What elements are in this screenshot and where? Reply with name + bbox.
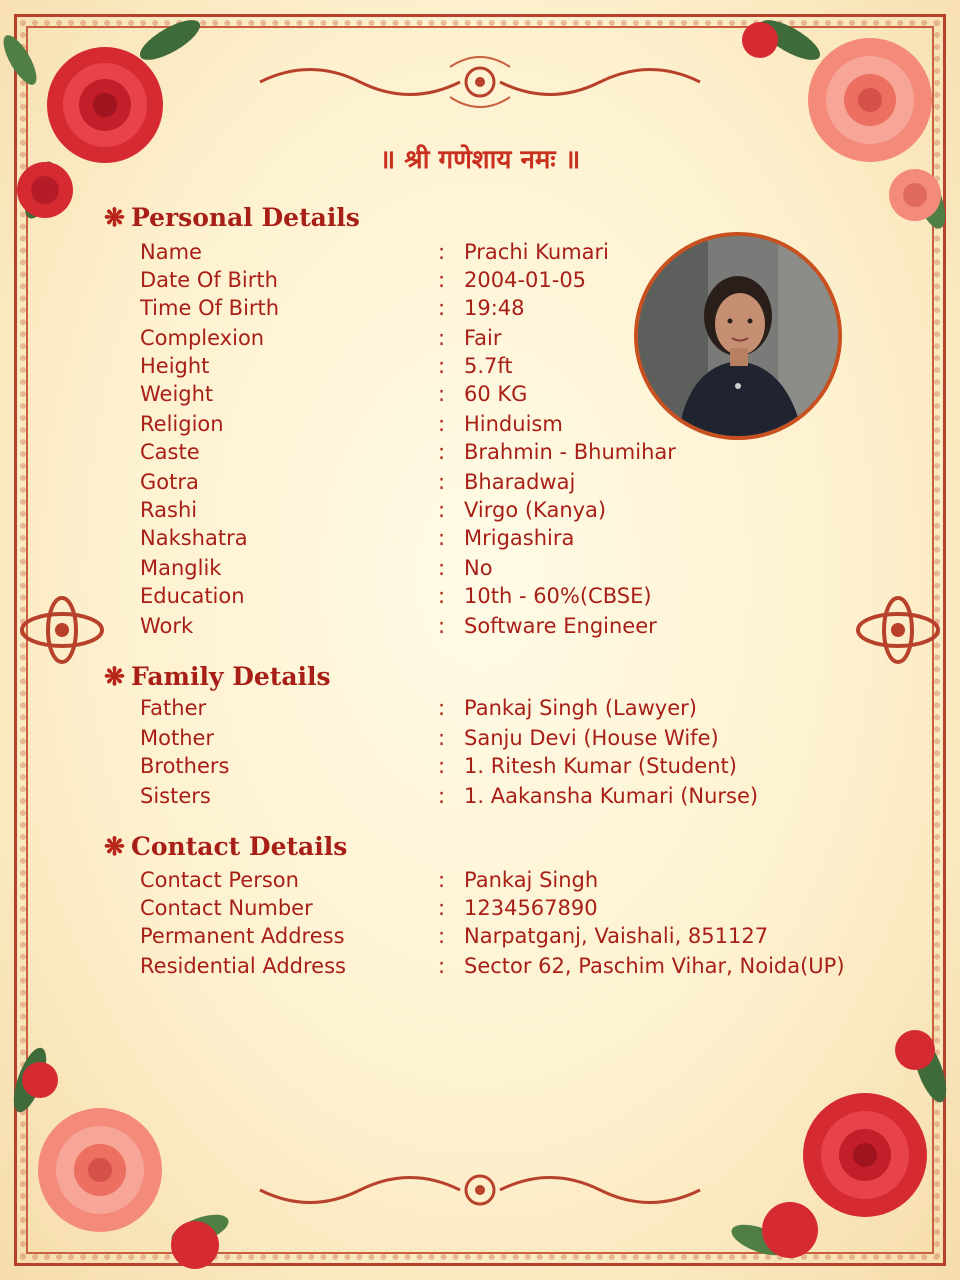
portrait-icon bbox=[638, 236, 838, 436]
detail-value: No bbox=[464, 556, 493, 580]
detail-value: Narpatganj, Vaishali, 851127 bbox=[464, 924, 769, 948]
section-marker-icon: ❋ bbox=[104, 832, 125, 861]
detail-value: Sector 62, Paschim Vihar, Noida(UP) bbox=[464, 954, 845, 978]
detail-value: 2004-01-05 bbox=[464, 268, 587, 292]
detail-separator: : bbox=[438, 924, 446, 948]
detail-label: Time Of Birth bbox=[140, 296, 280, 320]
detail-value: 60 KG bbox=[464, 382, 528, 406]
personal-details-heading: ❋ Personal Details bbox=[104, 203, 360, 232]
detail-separator: : bbox=[438, 726, 446, 750]
contact-details-heading: ❋ Contact Details bbox=[104, 832, 348, 861]
family-details-heading: ❋ Family Details bbox=[104, 662, 331, 691]
detail-label: Mother bbox=[140, 726, 215, 750]
detail-separator: : bbox=[438, 584, 446, 608]
detail-value: Virgo (Kanya) bbox=[464, 498, 607, 522]
top-flourish-ornament bbox=[250, 52, 710, 112]
detail-separator: : bbox=[438, 896, 446, 920]
detail-separator: : bbox=[438, 696, 446, 720]
detail-label: Nakshatra bbox=[140, 526, 248, 550]
detail-separator: : bbox=[438, 954, 446, 978]
detail-separator: : bbox=[438, 440, 446, 464]
detail-value: 19:48 bbox=[464, 296, 525, 320]
detail-label: Complexion bbox=[140, 326, 265, 350]
detail-label: Caste bbox=[140, 440, 200, 464]
bottom-right-rose-icon bbox=[720, 1010, 960, 1280]
detail-label: Gotra bbox=[140, 470, 199, 494]
detail-value: 10th - 60%(CBSE) bbox=[464, 584, 652, 608]
detail-separator: : bbox=[438, 470, 446, 494]
blessing-header: ॥ श्री गणेशाय नमः ॥ bbox=[379, 145, 581, 175]
bottom-flourish-ornament bbox=[250, 1160, 710, 1220]
detail-value: Software Engineer bbox=[464, 614, 657, 638]
right-side-ornament bbox=[850, 592, 946, 668]
section-marker-icon: ❋ bbox=[104, 662, 125, 691]
detail-separator: : bbox=[438, 526, 446, 550]
detail-label: Weight bbox=[140, 382, 214, 406]
detail-label: Rashi bbox=[140, 498, 198, 522]
detail-label: Sisters bbox=[140, 784, 211, 808]
section-marker-icon: ❋ bbox=[104, 203, 125, 232]
detail-separator: : bbox=[438, 296, 446, 320]
detail-value: Mrigashira bbox=[464, 526, 575, 550]
top-right-rose-icon bbox=[730, 0, 960, 260]
detail-separator: : bbox=[438, 784, 446, 808]
detail-value: 5.7ft bbox=[464, 354, 513, 378]
detail-value: Fair bbox=[464, 326, 502, 350]
detail-separator: : bbox=[438, 412, 446, 436]
detail-value: Pankaj Singh bbox=[464, 868, 599, 892]
detail-value: 1. Ritesh Kumar (Student) bbox=[464, 754, 737, 778]
detail-label: Work bbox=[140, 614, 194, 638]
detail-separator: : bbox=[438, 868, 446, 892]
detail-separator: : bbox=[438, 354, 446, 378]
detail-value: 1234567890 bbox=[464, 896, 598, 920]
detail-label: Residential Address bbox=[140, 954, 346, 978]
detail-label: Contact Number bbox=[140, 896, 313, 920]
bottom-left-rose-icon bbox=[0, 1020, 240, 1280]
detail-label: Date Of Birth bbox=[140, 268, 278, 292]
detail-value: Prachi Kumari bbox=[464, 240, 609, 264]
detail-label: Contact Person bbox=[140, 868, 299, 892]
detail-value: Brahmin - Bhumihar bbox=[464, 440, 676, 464]
detail-separator: : bbox=[438, 240, 446, 264]
left-side-ornament bbox=[14, 592, 110, 668]
detail-value: Bharadwaj bbox=[464, 470, 576, 494]
detail-separator: : bbox=[438, 614, 446, 638]
detail-value: Sanju Devi (House Wife) bbox=[464, 726, 719, 750]
detail-separator: : bbox=[438, 382, 446, 406]
detail-label: Brothers bbox=[140, 754, 230, 778]
profile-photo bbox=[634, 232, 842, 440]
detail-label: Permanent Address bbox=[140, 924, 345, 948]
detail-label: Name bbox=[140, 240, 202, 264]
detail-separator: : bbox=[438, 498, 446, 522]
detail-label: Manglik bbox=[140, 556, 222, 580]
detail-separator: : bbox=[438, 268, 446, 292]
detail-value: Pankaj Singh (Lawyer) bbox=[464, 696, 697, 720]
detail-label: Education bbox=[140, 584, 245, 608]
detail-separator: : bbox=[438, 556, 446, 580]
detail-separator: : bbox=[438, 754, 446, 778]
detail-value: 1. Aakansha Kumari (Nurse) bbox=[464, 784, 759, 808]
detail-separator: : bbox=[438, 326, 446, 350]
detail-label: Height bbox=[140, 354, 210, 378]
detail-label: Father bbox=[140, 696, 207, 720]
detail-value: Hinduism bbox=[464, 412, 563, 436]
detail-label: Religion bbox=[140, 412, 224, 436]
